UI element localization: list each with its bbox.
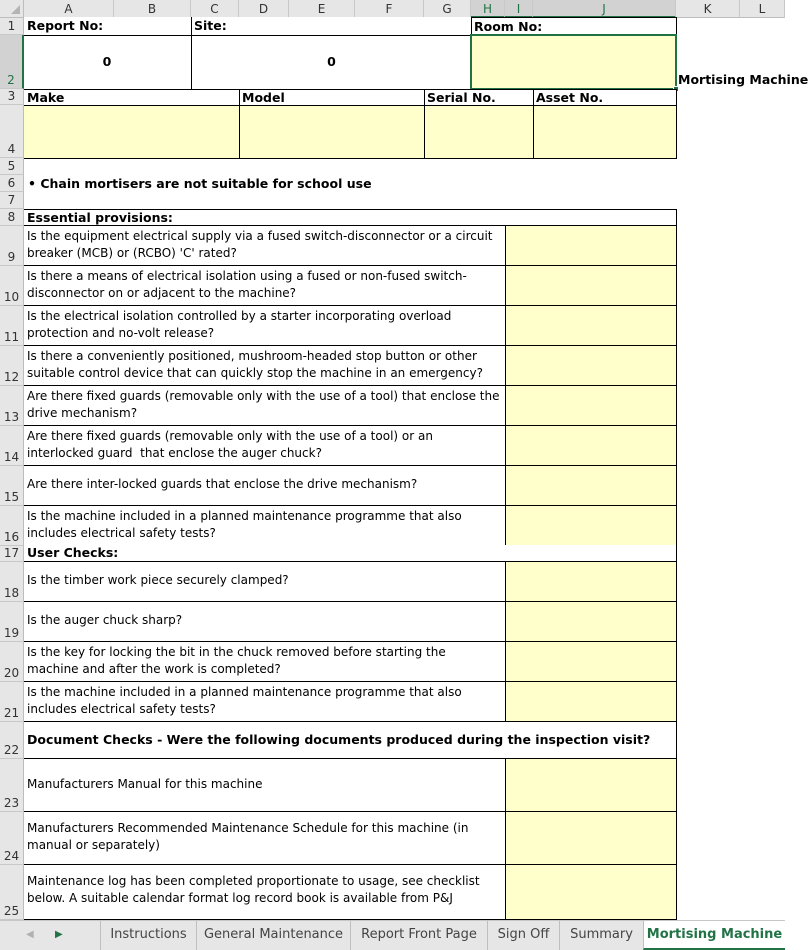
serial-label-cell[interactable] bbox=[424, 89, 534, 106]
question-text: Is the timber work piece securely clamped? bbox=[27, 573, 289, 587]
row-header-22[interactable]: 22 bbox=[0, 722, 24, 759]
essential-question-cell[interactable] bbox=[24, 305, 506, 346]
site-value-cell[interactable] bbox=[191, 35, 472, 90]
sheet-tab-summary[interactable]: Summary bbox=[559, 921, 643, 950]
essential-answer-cell[interactable] bbox=[505, 385, 677, 426]
serial-input-cell[interactable] bbox=[424, 105, 534, 159]
room-no-label: Room No: bbox=[474, 19, 543, 34]
make-label-cell[interactable] bbox=[24, 89, 240, 106]
row-header-5[interactable]: 5 bbox=[0, 158, 24, 175]
user-checks-question-cell[interactable] bbox=[24, 561, 506, 602]
make-input-cell[interactable] bbox=[24, 105, 240, 159]
row-header-17[interactable]: 17 bbox=[0, 546, 24, 562]
serial-label: Serial No. bbox=[427, 90, 496, 105]
sheet-tab-bar bbox=[0, 920, 785, 950]
essential-answer-cell[interactable] bbox=[505, 465, 677, 506]
model-label-cell[interactable] bbox=[239, 89, 425, 106]
user-checks-answer-cell[interactable] bbox=[505, 601, 677, 642]
site-value: 0 bbox=[327, 54, 336, 69]
scroll-tabs-right-icon[interactable]: ▶ bbox=[55, 929, 63, 940]
row-header-23[interactable]: 23 bbox=[0, 759, 24, 812]
essential-question-cell[interactable] bbox=[24, 225, 506, 266]
report-no-label-cell[interactable] bbox=[24, 17, 192, 36]
row-header-19[interactable]: 19 bbox=[0, 602, 24, 642]
essential-heading: Essential provisions: bbox=[27, 210, 173, 225]
row-header-4[interactable]: 4 bbox=[0, 105, 24, 158]
essential-answer-cell[interactable] bbox=[505, 505, 677, 546]
question-text: Manufacturers Manual for this machine bbox=[27, 777, 263, 791]
sheet-tab-sign-off[interactable]: Sign Off bbox=[487, 921, 559, 950]
document-checks-question-cell[interactable] bbox=[24, 758, 506, 812]
question-text: Are there fixed guards (removable only with the use of a tool) or an interlocked guard that enclose the auger chuck? bbox=[27, 429, 437, 460]
document-checks-answer-cell[interactable] bbox=[505, 758, 677, 812]
asset-input-cell[interactable] bbox=[533, 105, 677, 159]
question-text: Is the equipment electrical supply via a fused switch-disconnector or a circuit breaker (MCB) or (RCBO) 'C' rated? bbox=[27, 229, 497, 260]
column-header-k[interactable]: K bbox=[676, 0, 740, 18]
row-header-9[interactable]: 9 bbox=[0, 226, 24, 266]
row-header-12[interactable]: 12 bbox=[0, 346, 24, 386]
row-header-18[interactable]: 18 bbox=[0, 562, 24, 602]
column-header-e[interactable]: E bbox=[289, 0, 355, 18]
row-header-15[interactable]: 15 bbox=[0, 466, 24, 506]
row-header-14[interactable]: 14 bbox=[0, 426, 24, 466]
sheet-tab-report-front-page[interactable]: Report Front Page bbox=[350, 921, 487, 950]
row-header-25[interactable]: 25 bbox=[0, 865, 24, 920]
user-checks-answer-cell[interactable] bbox=[505, 561, 677, 602]
user-checks-question-cell[interactable] bbox=[24, 681, 506, 722]
question-text: Is there a conveniently positioned, mushroom-headed stop button or other suitable control device that can quickly stop the machine in an emergency? bbox=[27, 349, 483, 380]
row-header-20[interactable]: 20 bbox=[0, 642, 24, 682]
question-text: Is the machine included in a planned maintenance programme that also includes electrical safety tests? bbox=[27, 685, 466, 716]
document-checks-question-cell[interactable] bbox=[24, 864, 506, 920]
report-no-label: Report No: bbox=[27, 18, 104, 33]
row-header-7[interactable]: 7 bbox=[0, 192, 24, 209]
essential-answer-cell[interactable] bbox=[505, 225, 677, 266]
row-header-8[interactable]: 8 bbox=[0, 209, 24, 226]
site-label: Site: bbox=[194, 18, 227, 33]
asset-label: Asset No. bbox=[536, 90, 604, 105]
user-checks-answer-cell[interactable] bbox=[505, 641, 677, 682]
essential-question-cell[interactable] bbox=[24, 465, 506, 506]
question-text: Maintenance log has been completed proportionate to usage, see checklist below. A suitable calendar format log record book is available from P&J bbox=[27, 874, 484, 905]
report-no-value-cell[interactable] bbox=[24, 35, 192, 90]
user-checks-question-cell[interactable] bbox=[24, 641, 506, 682]
row-header-1[interactable]: 1 bbox=[0, 18, 24, 35]
site-label-cell[interactable] bbox=[191, 17, 472, 36]
question-text: Is the machine included in a planned maintenance programme that also includes electrical safety tests? bbox=[27, 509, 466, 540]
essential-answer-cell[interactable] bbox=[505, 265, 677, 306]
scroll-tabs-left-icon[interactable]: ◀ bbox=[26, 929, 34, 940]
essential-question-cell[interactable] bbox=[24, 425, 506, 466]
user-checks-question-cell[interactable] bbox=[24, 601, 506, 642]
column-header-d[interactable]: D bbox=[239, 0, 289, 18]
column-header-j[interactable]: J bbox=[533, 0, 676, 18]
row-header-2[interactable]: 2 bbox=[0, 35, 24, 89]
user-checks-heading: User Checks: bbox=[27, 545, 119, 560]
essential-answer-cell[interactable] bbox=[505, 425, 677, 466]
safety-note: • Chain mortisers are not suitable for school use bbox=[28, 176, 372, 191]
sheet-side-title: Mortising Machine bbox=[678, 72, 808, 87]
select-all-corner[interactable] bbox=[0, 0, 24, 18]
document-checks-heading: Document Checks - Were the following documents produced during the inspection visit? bbox=[27, 732, 651, 747]
question-text: Is the key for locking the bit in the chuck removed before starting the machine and after the work is completed? bbox=[27, 645, 450, 676]
sheet-tab-general-maintenance[interactable]: General Maintenance bbox=[196, 921, 350, 950]
document-checks-answer-cell[interactable] bbox=[505, 811, 677, 865]
question-text: Manufacturers Recommended Maintenance Schedule for this machine (in manual or separately) bbox=[27, 821, 473, 852]
row-header-6[interactable]: 6 bbox=[0, 175, 24, 192]
row-header-16[interactable]: 16 bbox=[0, 506, 24, 546]
report-no-value: 0 bbox=[102, 54, 112, 69]
room-no-value-cell[interactable] bbox=[470, 34, 677, 90]
question-text: Is the electrical isolation controlled by a starter incorporating overload protection and no-volt release? bbox=[27, 309, 456, 340]
sheet-tab-mortising-machine[interactable]: Mortising Machine bbox=[643, 921, 785, 950]
essential-answer-cell[interactable] bbox=[505, 305, 677, 346]
essential-question-cell[interactable] bbox=[24, 505, 506, 546]
row-header-3[interactable]: 3 bbox=[0, 89, 24, 105]
row-header-24[interactable]: 24 bbox=[0, 812, 24, 865]
column-header-b[interactable]: B bbox=[114, 0, 191, 18]
essential-answer-cell[interactable] bbox=[505, 345, 677, 386]
model-label: Model bbox=[242, 90, 285, 105]
question-text: Are there inter-locked guards that enclose the drive mechanism? bbox=[27, 477, 418, 491]
question-text: Is there a means of electrical isolation using a fused or non-fused switch-disconnector on or adjacent to the machine? bbox=[27, 269, 467, 300]
make-label: Make bbox=[27, 90, 65, 105]
document-checks-heading-cell bbox=[24, 721, 677, 760]
essential-question-cell[interactable] bbox=[24, 385, 506, 426]
column-header-l[interactable]: L bbox=[740, 0, 785, 18]
column-header-g[interactable]: G bbox=[424, 0, 471, 18]
row-header-10[interactable]: 10 bbox=[0, 266, 24, 306]
question-text: Are there fixed guards (removable only with the use of a tool) that enclose the drive mechanism? bbox=[27, 389, 504, 420]
row-header-21[interactable]: 21 bbox=[0, 682, 24, 722]
document-checks-answer-cell[interactable] bbox=[505, 864, 677, 920]
column-header-a[interactable]: A bbox=[24, 0, 114, 18]
essential-question-cell[interactable] bbox=[24, 345, 506, 386]
row-header-11[interactable]: 11 bbox=[0, 306, 24, 346]
column-header-i[interactable]: I bbox=[505, 0, 533, 18]
essential-question-cell[interactable] bbox=[24, 265, 506, 306]
sheet-tab-instructions[interactable]: Instructions bbox=[100, 921, 196, 950]
document-checks-question-cell[interactable] bbox=[24, 811, 506, 865]
column-header-h[interactable]: H bbox=[471, 0, 505, 18]
asset-label-cell[interactable] bbox=[533, 89, 677, 106]
question-text: Is the auger chuck sharp? bbox=[27, 613, 183, 627]
user-checks-answer-cell[interactable] bbox=[505, 681, 677, 722]
model-input-cell[interactable] bbox=[239, 105, 425, 159]
column-header-c[interactable]: C bbox=[191, 0, 239, 18]
column-header-f[interactable]: F bbox=[355, 0, 424, 18]
row-header-13[interactable]: 13 bbox=[0, 386, 24, 426]
